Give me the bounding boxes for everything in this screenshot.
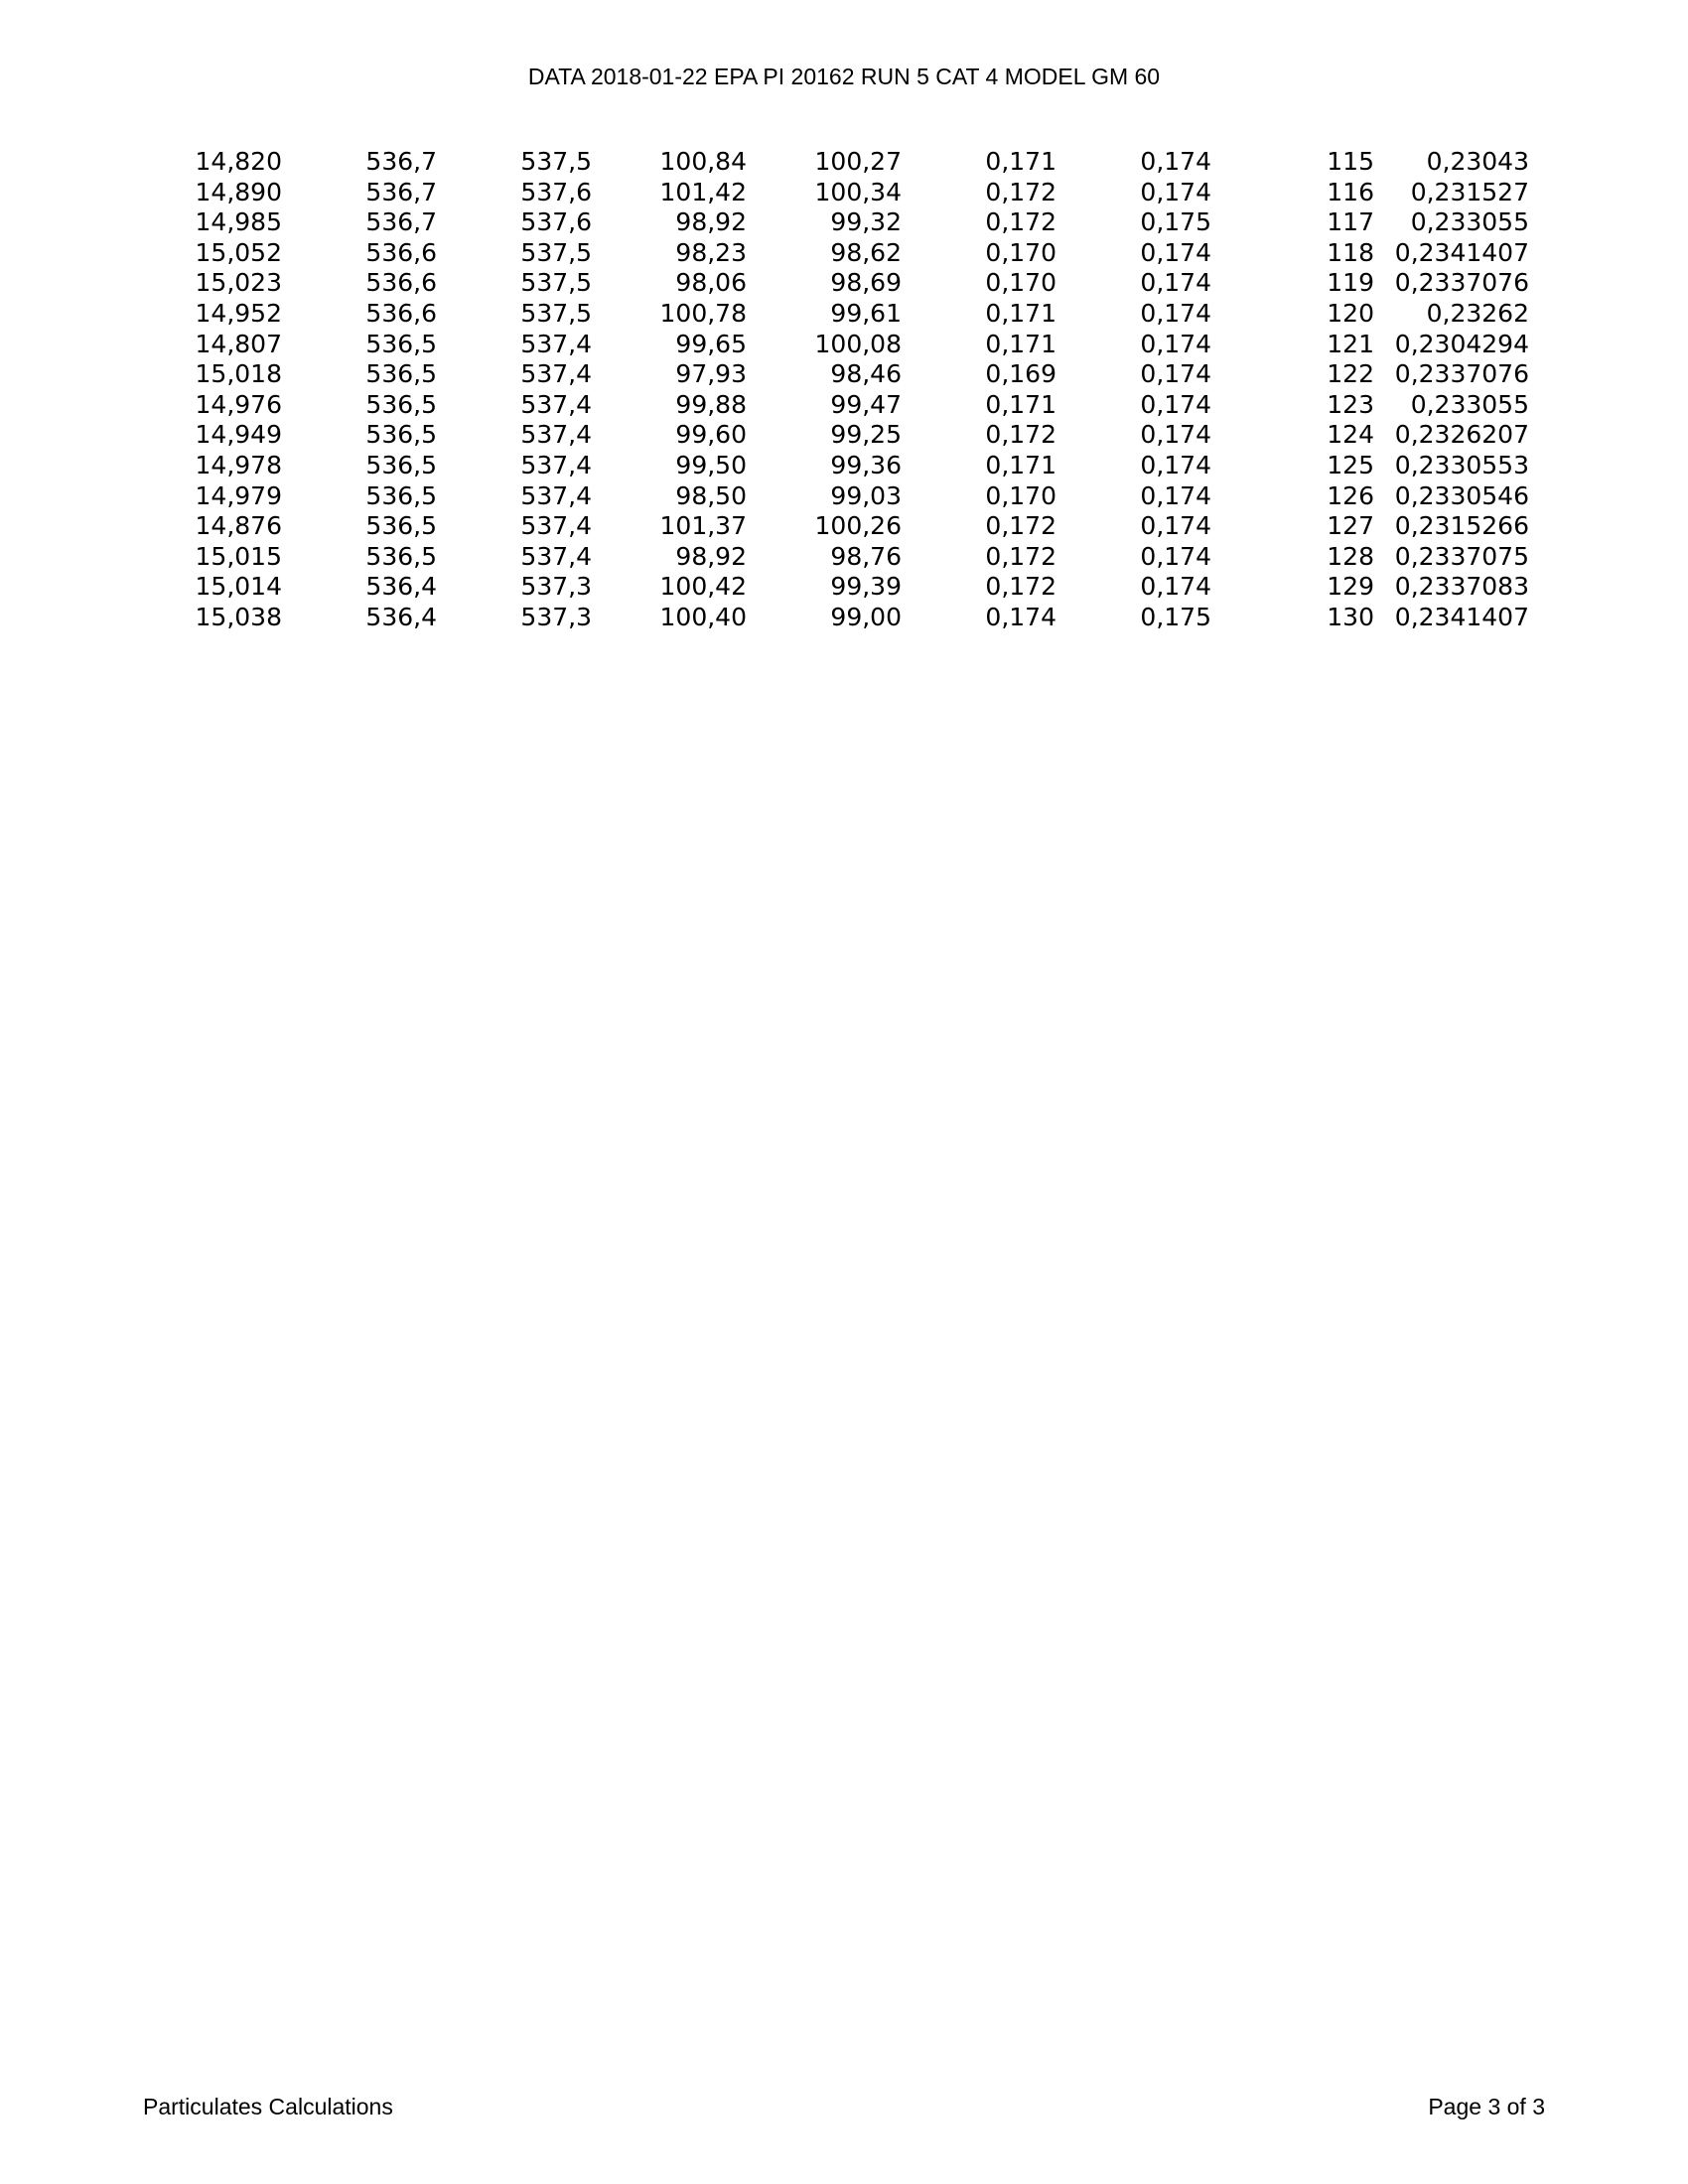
table-cell: 101,42 xyxy=(659,177,747,206)
table-cell: 0,174 xyxy=(1140,268,1211,298)
table-cell: 121 xyxy=(1327,329,1374,358)
table-cell: 100,08 xyxy=(814,329,902,358)
table-row xyxy=(139,238,1529,269)
table-cell: 0,23262 xyxy=(1426,298,1529,328)
table-cell: 536,4 xyxy=(365,602,437,631)
table-cell: 537,5 xyxy=(520,268,592,298)
table-cell: 15,023 xyxy=(195,268,282,298)
table-cell: 99,32 xyxy=(830,207,902,237)
table-cell: 537,4 xyxy=(520,329,592,358)
table-cell: 0,171 xyxy=(985,147,1056,176)
table-cell: 126 xyxy=(1327,480,1374,510)
table-cell: 99,47 xyxy=(830,389,902,419)
table-cell: 15,015 xyxy=(195,541,282,571)
table-cell: 536,5 xyxy=(365,511,437,541)
table-cell: 98,92 xyxy=(675,541,747,571)
table-cell: 0,174 xyxy=(1140,147,1211,176)
page-title: DATA 2018-01-22 EPA PI 20162 RUN 5 CAT 4 MODEL GM 60 xyxy=(527,64,1161,89)
table-cell: 537,4 xyxy=(520,541,592,571)
table-cell: 0,2326207 xyxy=(1394,420,1529,450)
table-cell: 537,6 xyxy=(520,207,592,237)
table-row xyxy=(139,330,1529,360)
table-cell: 14,820 xyxy=(195,147,282,176)
table-cell: 0,171 xyxy=(985,298,1056,328)
table-cell: 115 xyxy=(1327,147,1374,176)
table-cell: 128 xyxy=(1327,541,1374,571)
table-cell: 0,2337083 xyxy=(1394,572,1529,602)
table-cell: 99,39 xyxy=(830,572,902,602)
table-cell: 536,7 xyxy=(365,207,437,237)
table-cell: 0,170 xyxy=(985,268,1056,298)
table-row xyxy=(139,603,1529,633)
table-cell: 118 xyxy=(1327,237,1374,267)
table-cell: 0,175 xyxy=(1140,207,1211,237)
table-cell: 537,4 xyxy=(520,420,592,450)
table-cell: 0,174 xyxy=(1140,420,1211,450)
table-cell: 0,174 xyxy=(1140,237,1211,267)
table-cell: 127 xyxy=(1327,511,1374,541)
table-cell: 537,4 xyxy=(520,389,592,419)
table-cell: 0,171 xyxy=(985,329,1056,358)
table-cell: 536,5 xyxy=(365,420,437,450)
table-cell: 101,37 xyxy=(659,511,747,541)
table-cell: 0,174 xyxy=(1140,359,1211,389)
table-row xyxy=(139,178,1529,208)
table-cell: 123 xyxy=(1327,389,1374,419)
table-row xyxy=(139,542,1529,573)
table-cell: 100,34 xyxy=(814,177,902,206)
table-row xyxy=(139,481,1529,512)
table-cell: 99,50 xyxy=(675,450,747,479)
table-cell: 98,76 xyxy=(830,541,902,571)
table-cell: 0,174 xyxy=(985,602,1056,631)
table-cell: 99,88 xyxy=(675,389,747,419)
table-cell: 536,5 xyxy=(365,541,437,571)
table-cell: 537,4 xyxy=(520,480,592,510)
table-cell: 124 xyxy=(1327,420,1374,450)
table-cell: 129 xyxy=(1327,572,1374,602)
table-cell: 0,174 xyxy=(1140,541,1211,571)
table-cell: 14,949 xyxy=(195,420,282,450)
table-cell: 98,62 xyxy=(830,237,902,267)
table-cell: 14,807 xyxy=(195,329,282,358)
table-cell: 99,25 xyxy=(830,420,902,450)
table-cell: 99,60 xyxy=(675,420,747,450)
table-cell: 125 xyxy=(1327,450,1374,479)
table-cell: 536,5 xyxy=(365,450,437,479)
table-cell: 98,69 xyxy=(830,268,902,298)
table-cell: 0,174 xyxy=(1140,298,1211,328)
table-cell: 537,3 xyxy=(520,572,592,602)
table-cell: 14,978 xyxy=(195,450,282,479)
table-row xyxy=(139,572,1529,603)
table-cell: 536,5 xyxy=(365,389,437,419)
table-cell: 0,172 xyxy=(985,511,1056,541)
table-cell: 15,052 xyxy=(195,237,282,267)
table-cell: 14,979 xyxy=(195,480,282,510)
table-cell: 98,23 xyxy=(675,237,747,267)
table-cell: 0,233055 xyxy=(1410,207,1529,237)
table-cell: 536,7 xyxy=(365,177,437,206)
table-cell: 537,5 xyxy=(520,298,592,328)
table-body xyxy=(139,147,1529,633)
table-row xyxy=(139,390,1529,421)
table-cell: 536,6 xyxy=(365,268,437,298)
table-row xyxy=(139,451,1529,481)
table-cell: 0,231527 xyxy=(1410,177,1529,206)
table-cell: 117 xyxy=(1327,207,1374,237)
table-cell: 100,40 xyxy=(659,602,747,631)
table-cell: 0,2337075 xyxy=(1394,541,1529,571)
footer-page-number: Page 3 of 3 xyxy=(1428,2094,1545,2119)
table-cell: 98,92 xyxy=(675,207,747,237)
table-row xyxy=(139,147,1529,178)
table-cell: 14,976 xyxy=(195,389,282,419)
table-cell: 100,26 xyxy=(814,511,902,541)
table-cell: 98,06 xyxy=(675,268,747,298)
table-cell: 0,174 xyxy=(1140,572,1211,602)
table-cell: 0,175 xyxy=(1140,602,1211,631)
table-cell: 99,61 xyxy=(830,298,902,328)
table-row xyxy=(139,207,1529,238)
table-cell: 536,6 xyxy=(365,237,437,267)
table-cell: 0,172 xyxy=(985,207,1056,237)
table-cell: 537,6 xyxy=(520,177,592,206)
table-row xyxy=(139,299,1529,330)
table-cell: 100,84 xyxy=(659,147,747,176)
table-cell: 15,014 xyxy=(195,572,282,602)
table-cell: 537,4 xyxy=(520,511,592,541)
table-cell: 536,4 xyxy=(365,572,437,602)
table-cell: 537,3 xyxy=(520,602,592,631)
table-cell: 536,5 xyxy=(365,329,437,358)
table-cell: 14,952 xyxy=(195,298,282,328)
table-cell: 98,46 xyxy=(830,359,902,389)
table-cell: 0,171 xyxy=(985,450,1056,479)
table-cell: 0,2315266 xyxy=(1394,511,1529,541)
table-cell: 0,171 xyxy=(985,389,1056,419)
table-cell: 537,4 xyxy=(520,450,592,479)
table-cell: 14,890 xyxy=(195,177,282,206)
table-cell: 0,174 xyxy=(1140,480,1211,510)
table-cell: 0,2341407 xyxy=(1394,237,1529,267)
table-cell: 120 xyxy=(1327,298,1374,328)
table-cell: 100,42 xyxy=(659,572,747,602)
table-row xyxy=(139,511,1529,542)
table-cell: 100,27 xyxy=(814,147,902,176)
table-cell: 100,78 xyxy=(659,298,747,328)
table-cell: 116 xyxy=(1327,177,1374,206)
table-cell: 0,2337076 xyxy=(1394,359,1529,389)
table-cell: 0,174 xyxy=(1140,177,1211,206)
table-cell: 536,7 xyxy=(365,147,437,176)
table-cell: 0,2341407 xyxy=(1394,602,1529,631)
table-cell: 99,65 xyxy=(675,329,747,358)
table-cell: 0,172 xyxy=(985,420,1056,450)
table-cell: 0,233055 xyxy=(1410,389,1529,419)
data-table xyxy=(139,147,1529,633)
table-cell: 122 xyxy=(1327,359,1374,389)
table-cell: 0,174 xyxy=(1140,450,1211,479)
table-cell: 0,2337076 xyxy=(1394,268,1529,298)
table-cell: 14,876 xyxy=(195,511,282,541)
footer-document-name: Particulates Calculations xyxy=(143,2094,393,2119)
table-cell: 0,2304294 xyxy=(1394,329,1529,358)
table-cell: 99,36 xyxy=(830,450,902,479)
table-cell: 0,174 xyxy=(1140,329,1211,358)
table-cell: 119 xyxy=(1327,268,1374,298)
table-cell: 0,170 xyxy=(985,480,1056,510)
table-cell: 97,93 xyxy=(675,359,747,389)
table-cell: 537,5 xyxy=(520,237,592,267)
table-cell: 0,2330553 xyxy=(1394,450,1529,479)
table-cell: 14,985 xyxy=(195,207,282,237)
table-cell: 0,170 xyxy=(985,237,1056,267)
table-cell: 0,2330546 xyxy=(1394,480,1529,510)
table-cell: 130 xyxy=(1327,602,1374,631)
table-row xyxy=(139,359,1529,390)
table-cell: 0,172 xyxy=(985,572,1056,602)
table-cell: 15,038 xyxy=(195,602,282,631)
table-cell: 537,5 xyxy=(520,147,592,176)
table-cell: 537,4 xyxy=(520,359,592,389)
table-cell: 0,174 xyxy=(1140,511,1211,541)
table-cell: 0,169 xyxy=(985,359,1056,389)
table-cell: 0,23043 xyxy=(1426,147,1529,176)
table-cell: 536,6 xyxy=(365,298,437,328)
table-cell: 0,172 xyxy=(985,177,1056,206)
table-row xyxy=(139,420,1529,451)
table-cell: 536,5 xyxy=(365,359,437,389)
table-cell: 99,03 xyxy=(830,480,902,510)
table-cell: 99,00 xyxy=(830,602,902,631)
table-cell: 98,50 xyxy=(675,480,747,510)
table-cell: 0,174 xyxy=(1140,389,1211,419)
table-row xyxy=(139,268,1529,299)
table-cell: 536,5 xyxy=(365,480,437,510)
table-cell: 0,172 xyxy=(985,541,1056,571)
table-cell: 15,018 xyxy=(195,359,282,389)
